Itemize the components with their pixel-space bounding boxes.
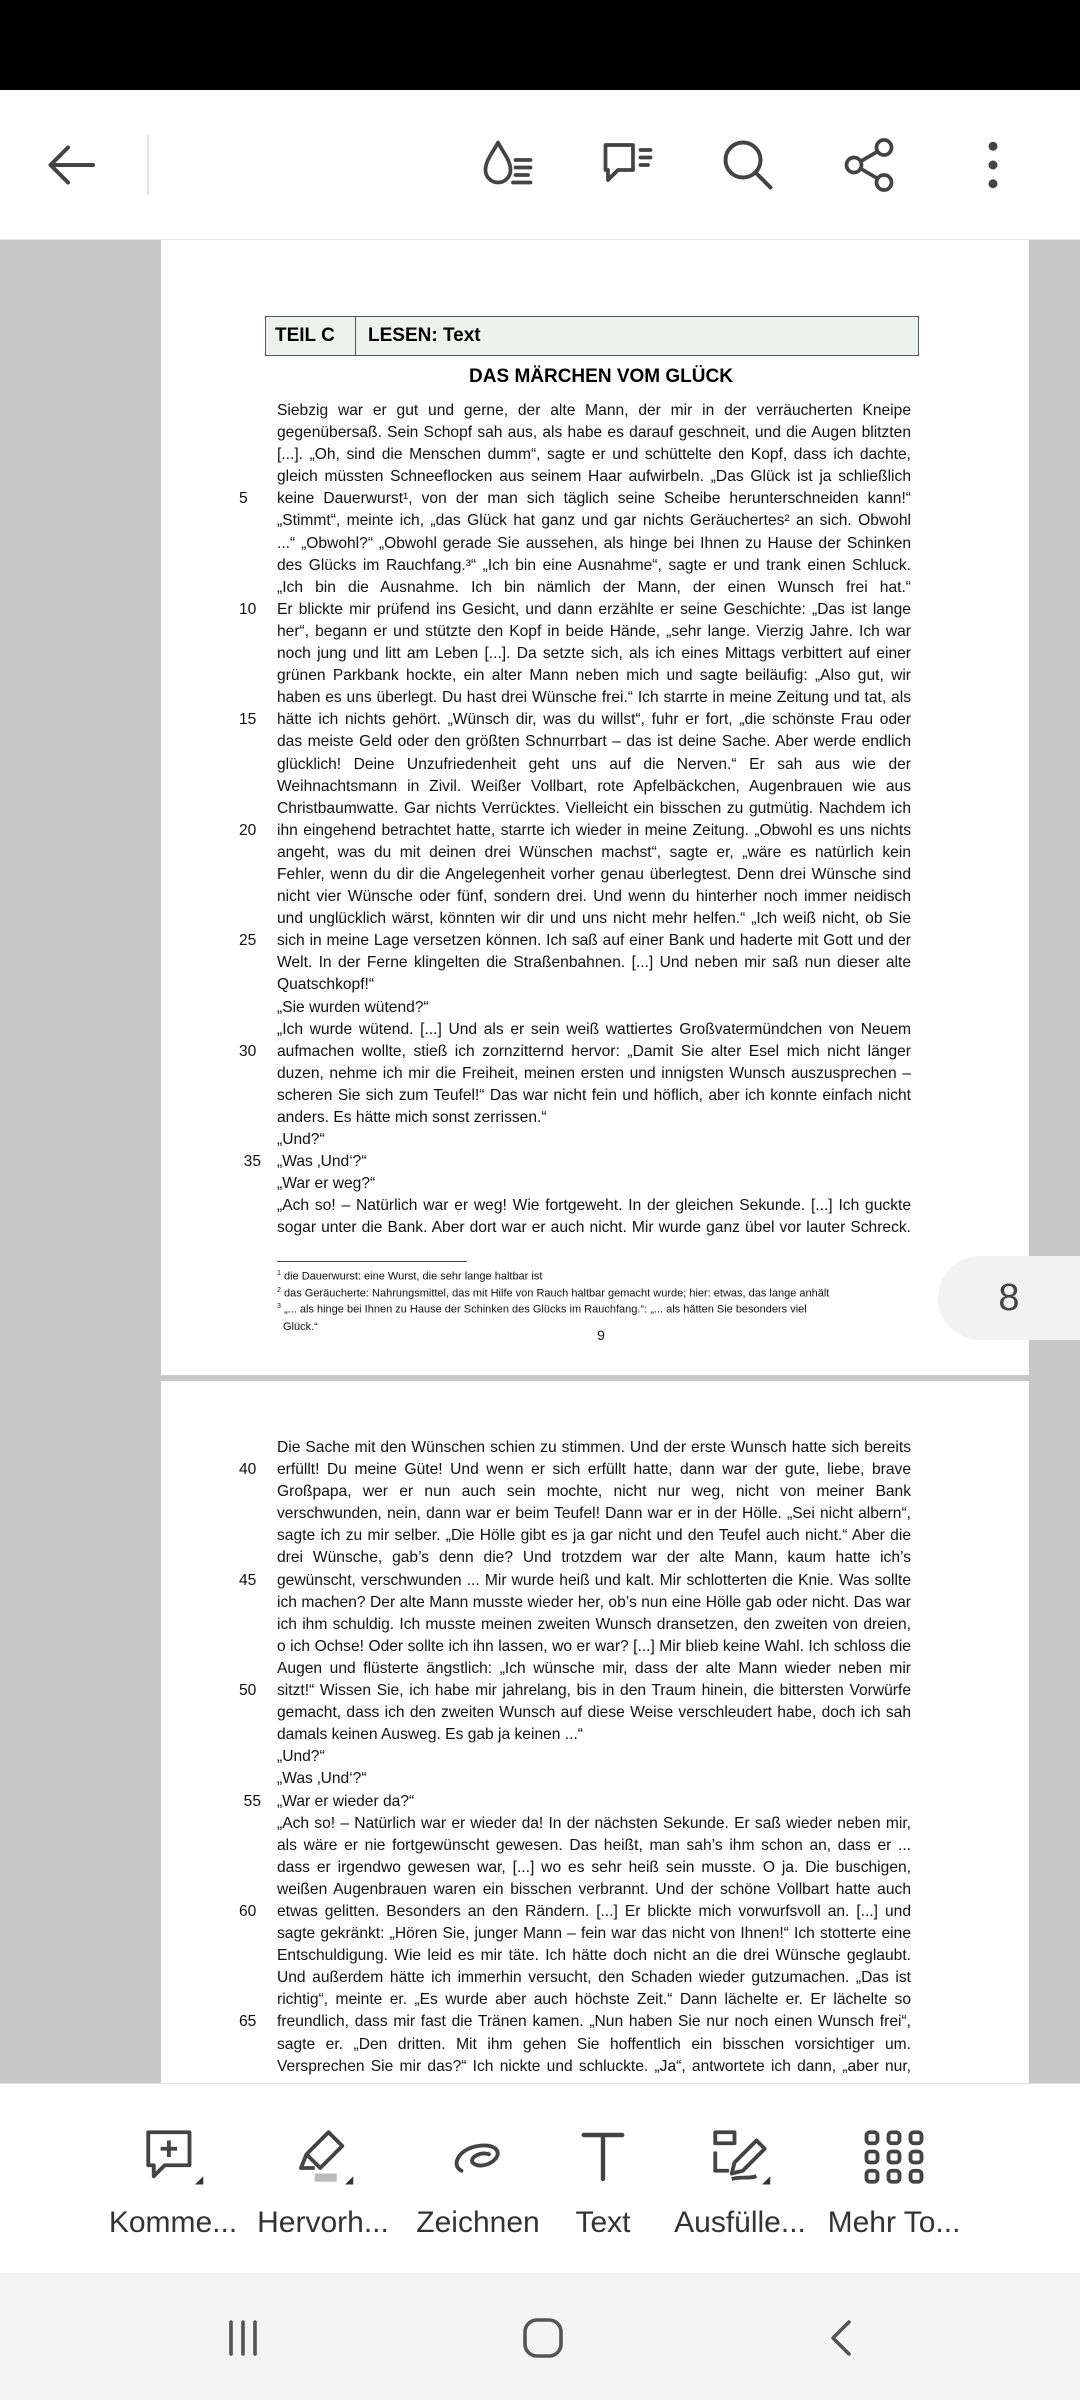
text-line [243, 1791, 911, 1813]
footnote-marker: 1 [277, 1270, 281, 1277]
line-text: sagte gekränkt: „Hören Sie, junger Mann – fein war das nicht von Ihnen!“ Ich stotterte eine [277, 1925, 911, 1943]
line-text: ich ihm schuldig. Ich musste meinen zweiten Wunsch dransetzen, den zweiten von dreien, [277, 1615, 911, 1633]
text-line [277, 1835, 911, 1857]
home-icon[interactable] [493, 2303, 593, 2373]
line-text: „Was ‚Und‘?“ [277, 1770, 367, 1788]
line-text: „Und?“ [277, 1748, 325, 1766]
line-text: Weihnachtsmann in Zivil. Weißer Vollbart, rote Apfelbäckchen, Augenbrauen wie aus [277, 777, 911, 795]
line-text: anders. Es hätte mich sonst zerrissen.“ [277, 1109, 547, 1126]
footnote-marker: 2 [277, 1286, 281, 1294]
line-text: hätte ich nichts gehört. „Wünsch dir, was du willst“, fuhr er fort, „die schönste Frau oder [277, 711, 911, 729]
line-text: aufmachen wollte, stieß ich zornzitternd hervor: „Damit Sie alter Esel mich nicht länger [277, 1042, 911, 1060]
text-line [277, 974, 911, 996]
line-text: „Stimmt“, meinte ich, „das Glück hat ganz und gar nichts Geräuchertes² an sich. Obwohl [277, 512, 911, 530]
line-text: „War er wieder da?“ [277, 1792, 415, 1810]
text-line [239, 599, 911, 621]
draw-icon [445, 2124, 511, 2190]
line-text: erfüllt! Du meine Güte! Und wenn er sich erfüllt hatte, dann war der gute, liebe, brave [277, 1461, 911, 1479]
share-icon[interactable] [824, 120, 914, 210]
line-text: „Und?“ [277, 1131, 325, 1149]
line-number: 40 [239, 1461, 257, 1479]
text-line [277, 2056, 911, 2078]
line-text: und unglücklich wärst, könnten wir dir und uns nicht mehr helfen.“ „Ich weiß nicht, ob Sie [277, 910, 911, 928]
tool-label: Ausfülle... [674, 2206, 806, 2239]
text-line [277, 400, 911, 422]
tool-label: Text [575, 2206, 631, 2239]
line-text: Versprechen Sie mir das?“ Ich nickte und schluckte. „Ja“, antwortete ich dann, „aber nur, [277, 2057, 911, 2075]
line-number: 45 [239, 1571, 257, 1589]
text-line [277, 1768, 911, 1790]
text-line [277, 621, 911, 643]
text-line [277, 1525, 911, 1547]
text-line [239, 1680, 911, 1702]
line-number: 25 [239, 932, 257, 950]
text-line [277, 1879, 911, 1901]
tool-label: Komme... [108, 2206, 238, 2239]
line-text: scheren Sie sich zum Teufel!“ Das war nicht fein und höflich, aber ich konnte einfach nicht [277, 1086, 911, 1104]
footnote [277, 1284, 917, 1301]
text-line [239, 1901, 911, 1923]
text-line [277, 1614, 911, 1636]
page-number: 9 [597, 1327, 605, 1343]
line-text: Augen und flüsterte ängstlich: „Ich wünsche mir, dass der alte Mann wieder neben mir [277, 1659, 911, 1677]
line-text: Welt. In der Ferne klingelten die Straßenbahnen. [...] Und neben mir saß nun dieser alte [277, 954, 911, 972]
text-line [239, 930, 911, 952]
text-line [239, 1570, 911, 1592]
line-text: „War er weg?“ [277, 1175, 376, 1193]
text-line [277, 466, 911, 488]
comments-list-icon[interactable] [583, 120, 673, 210]
line-text: verschwunden, nein, dann war er beim Teufel! Dann war er in der Hölle. „Sei nicht albern“, [277, 1505, 911, 1523]
line-text: glücklich! Deine Unzufriedenheit geht uns auf die Nerven.“ Er sah aus wie der [277, 755, 911, 773]
footnote-text: Glück.“ [283, 1320, 318, 1333]
line-text: Siebzig war er gut und gerne, der alte Mann, der mir in der verräucherten Kneipe [277, 402, 911, 419]
text-line [277, 1967, 911, 1989]
text-line [277, 776, 911, 798]
line-text: „Was ‚Und‘?“ [277, 1153, 367, 1171]
liquid-mode-icon[interactable] [463, 120, 553, 210]
text-line [277, 1195, 911, 1217]
line-text: drei Wünsche, gab’s denn die? Und trotzdem war der alte Mann, kaum hatte ich’s [277, 1549, 911, 1567]
text-line [277, 643, 911, 665]
system-navigation-bar [0, 2273, 1080, 2400]
text-line [277, 1923, 911, 1945]
text-line [277, 1063, 911, 1085]
footnote-marker: 3 [277, 1303, 281, 1311]
text-line [277, 1481, 911, 1503]
line-text: des Glücks im Rauchfang.³“ „Ich bin eine Ausnahme“, sagte er und trank einen Schluck. [277, 556, 911, 574]
pdf-page [161, 1381, 1029, 2083]
text-line [277, 1437, 911, 1459]
line-text: keine Dauerwurst¹, von der man sich täglich seine Scheibe herunterschneiden kann!“ [277, 490, 911, 508]
line-text: ihn eingehend betrachtet hatte, starrte ich wieder in meine Zeitung. „Obwohl es uns nichts [277, 821, 911, 839]
line-text: freundlich, dass mir fast die Tränen kamen. „Nun haben Sie nur noch einen Wunsch frei“, [277, 2013, 911, 2031]
line-text: haben es uns überlegt. Du hast drei Wünsche frei.“ Ich starrte in meine Zeitung und tat, als [277, 689, 911, 707]
line-text: als wäre er nie fortgewünscht gewesen. Das heißt, man sah’s ihm schon an, dass er ... [277, 1836, 911, 1854]
text-line [277, 533, 911, 555]
line-text: Die Sache mit den Wünschen schien zu stimmen. Und der erste Wunsch hatte sich bereits [277, 1439, 911, 1456]
footnote-text: die Dauerwurst: eine Wurst, die sehr lange haltbar ist [283, 1270, 543, 1283]
text-line [277, 1173, 911, 1195]
line-number: 30 [239, 1042, 257, 1060]
text-line [277, 1592, 911, 1614]
text-line [277, 422, 911, 444]
footnote [277, 1300, 917, 1317]
line-text: Er blickte mir prüfend ins Gesicht, und dann erzählte er seine Geschichte: „Das ist lange [277, 600, 911, 618]
text-line [277, 842, 911, 864]
document-viewer[interactable] [0, 240, 1080, 2083]
line-text: Entschuldigung. Wie leid es mir täte. Ich hätte doch nicht an die drei Wünsche geglaubt. [277, 1947, 911, 1965]
footnote-divider [277, 1261, 467, 1262]
text-line [277, 1217, 911, 1239]
text-line [277, 1857, 911, 1879]
text-line [277, 1724, 911, 1746]
bottom-toolbar [0, 2083, 1080, 2273]
status-bar [0, 0, 1080, 90]
line-text: gemacht, dass ich den zweiten Wunsch auf diese Weise verschleudert habe, doch ich sah [277, 1704, 911, 1722]
line-text: sitzt!“ Wissen Sie, ich habe mir jahrelang, bis in den Traum hinein, die bittersten Vorwürfe [277, 1682, 911, 1700]
app-bar-divider [147, 135, 149, 195]
line-number: 35 [243, 1153, 261, 1171]
text-line [277, 908, 911, 930]
back-arrow-icon[interactable] [28, 120, 118, 210]
text-line [277, 1129, 911, 1151]
tool-label: Zeichnen [416, 2206, 540, 2239]
line-number: 5 [239, 490, 248, 508]
line-text: weißen Augenbrauen waren ein bisschen verbrannt. Und der schöne Vollbart hatte auch [277, 1880, 911, 1898]
text-line [277, 798, 911, 820]
line-number: 60 [239, 1902, 257, 1920]
text-line [239, 2011, 911, 2033]
story-text-block [239, 400, 911, 1240]
line-text: noch jung und litt am Leben [...]. Da setzte sich, als ich eines Mittags verbittert auf einer [277, 645, 911, 663]
text-line [243, 1151, 911, 1173]
section-header-box [265, 316, 919, 356]
text-line [277, 1658, 911, 1680]
text-line [239, 1041, 911, 1063]
line-text: Großpapa, wer er nun auch sein mochte, nicht nur weg, nicht von meiner Bank [277, 1483, 911, 1501]
line-text: Quatschkopf!“ [277, 976, 375, 994]
text-line [277, 1547, 911, 1569]
text-line [277, 1989, 911, 2011]
text-line [277, 1019, 911, 1041]
text-line [239, 709, 911, 731]
story-text-block [239, 1437, 911, 2078]
text-line [277, 952, 911, 974]
line-text: [...]. „Oh, sind die Menschen dumm“, sagte er und schüttelte den Kopf, dass ich dachte, [277, 446, 911, 464]
line-text: duzen, nehme ich mir die Freiheit, meinen ersten und innigsten Wunsch auszusprechen – [277, 1064, 911, 1082]
line-text: Und außerdem hätte ich immerhin versucht, den Schaden wieder gutzumachen. „Das ist [277, 1969, 911, 1987]
more-vert-icon[interactable] [948, 120, 1038, 210]
more-tools-button[interactable] [814, 2084, 974, 2274]
pdf-page [161, 240, 1029, 1375]
line-text: her“, begann er und stützte den Kopf in beide Hände, „sehr lange. Vierzig Jahre. Ich war [277, 622, 911, 640]
line-text: Fehler, wenn du dir die Angelegenheit vorher genau überlegtest. Denn drei Wünsche sind [277, 865, 911, 883]
line-text: dass er irgendwo gewesen war, [...] wo es sehr heiß sein musste. O ja. Die buschigen, [277, 1858, 911, 1876]
line-text: o ich Ochse! Oder sollte ich ihn lassen, wo er war? [...] Mir blieb keine Wahl. Ich schloss die [277, 1637, 911, 1655]
line-text: gewünscht, verschwunden ... Mir wurde heiß und kalt. Mir schlotterten die Knie. Was sollte [277, 1571, 911, 1589]
recent-apps-icon[interactable] [193, 2303, 293, 2373]
text-line [277, 2034, 911, 2056]
line-text: „Ach so! – Natürlich war er weg! Wie fortgeweht. In der gleichen Sekunde. [...] Ich guckte [277, 1197, 911, 1215]
text-line [277, 886, 911, 908]
text-line [277, 1107, 911, 1129]
line-number: 65 [239, 2013, 257, 2031]
line-text: sagte er. „Den dritten. Mit ihm gehen Sie hoffentlich ein bisschen vorsichtiger um. [277, 2035, 911, 2053]
line-text: sagte ich zu mir selber. „Die Hölle gibt es ja gar nicht und den Teufel auch nicht.“ Aber die [277, 1527, 911, 1545]
fill-sign-tool-button[interactable] [660, 2084, 820, 2274]
text-line [239, 1459, 911, 1481]
highlighter-icon [290, 2124, 356, 2190]
footnote-text: das Geräucherte: Nahrungsmittel, das mit Hilfe von Rauch haltbar gemacht wurde; hier: etwas, das lange anhält [283, 1287, 830, 1300]
story-title: DAS MÄRCHEN VOM GLÜCK [469, 366, 733, 387]
text-line [277, 510, 911, 532]
line-number: 20 [239, 821, 257, 839]
line-number: 55 [243, 1792, 261, 1810]
text-line [277, 577, 911, 599]
highlight-tool-button[interactable] [243, 2084, 403, 2274]
tool-label: Mehr To... [827, 2206, 961, 2239]
tool-label: Hervorh... [257, 2206, 389, 2239]
text-line [277, 687, 911, 709]
section-title: LESEN: Text [368, 325, 481, 346]
line-text: damals keinen Ausweg. Es gab ja keinen ...“ [277, 1726, 583, 1744]
add-comment-icon [140, 2124, 206, 2190]
text-icon [570, 2124, 636, 2190]
line-text: etwas gelitten. Besonders an den Rändern. [...] Er blickte mich vorwurfsvoll an. [...] und [277, 1902, 911, 1920]
text-line [277, 864, 911, 886]
line-text: das meiste Geld oder den größten Schnurrbart – das ist deine Sache. Aber werde endlich [277, 733, 911, 751]
text-line [277, 997, 911, 1019]
text-line [277, 754, 911, 776]
text-line [277, 1813, 911, 1835]
line-text: Christbaumwatte. Gar nichts Verrücktes. Vielleicht ein bisschen zu gutmütig. Nachdem ich [277, 799, 911, 817]
back-icon[interactable] [793, 2303, 893, 2373]
text-line [277, 731, 911, 753]
line-text: sich in meine Lage versetzen können. Ich saß auf einer Bank und haderte mit Gott und der [277, 932, 911, 950]
line-text: „Sie wurden wütend?“ [277, 998, 429, 1016]
line-text: nicht vier Wünsche oder fünf, sondern drei. Und wenn du hinterher noch immer neidisch [277, 888, 911, 906]
text-line [239, 820, 911, 842]
line-text: „Ich wurde wütend. [...] Und als er sein weiß wattiertes Großvatermündchen von Neuem [277, 1020, 911, 1038]
line-text: grünen Parkbank hockte, ein alter Mann neben mich und sagte beiläufig: „Also gut, wir [277, 667, 911, 685]
text-line [277, 555, 911, 577]
line-number: 10 [239, 600, 257, 618]
text-line [277, 1945, 911, 1967]
footnotes [277, 1267, 917, 1334]
line-text: gleich müssten Schneeflocken aus seinem Haar aufwirbeln. „Das Glück ist ja schließlich [277, 468, 911, 486]
line-text: sogar unter die Bank. Aber dort war er auch nicht. Mir wurde ganz übel vor lauter Schreck. [277, 1219, 911, 1237]
comment-tool-button[interactable] [93, 2084, 253, 2274]
line-number: 50 [239, 1682, 257, 1700]
section-part-label: TEIL C [266, 317, 356, 355]
line-text: „Ach so! – Natürlich war er wieder da! In der nächsten Sekunde. Er saß wieder neben mir, [277, 1814, 911, 1832]
line-text: richtig“, meinte er. „Es wurde aber auch höchste Zeit.“ Dann lächelte er. Er lächelte so [277, 1991, 911, 2009]
line-text: gegenübersaß. Sein Schopf sah aus, als habe es darauf geschneit, und die Augen blitzten [277, 424, 911, 442]
line-text: „Ich bin die Ausnahme. Ich bin nämlich der Mann, der einen Wunsch frei hat.“ [277, 578, 911, 596]
text-line [277, 1636, 911, 1658]
line-text: ich machen? Der alte Mann musste wieder her, ob’s nun eine Hölle gab oder nicht. Das war [277, 1593, 911, 1611]
page-indicator[interactable]: 8 [938, 1256, 1080, 1340]
more-tools-icon [861, 2124, 927, 2190]
text-line [277, 1085, 911, 1107]
text-tool-button[interactable] [523, 2084, 683, 2274]
search-icon[interactable] [703, 120, 793, 210]
line-text: ...“ „Obwohl?“ „Obwohl gerade Sie aussehen, als hinge bei Ihnen zu Hause der Schinken [277, 534, 911, 552]
app-bar [0, 90, 1080, 240]
text-line [277, 1503, 911, 1525]
footnote-text: „... als hinge bei Ihnen zu Hause der Schinken des Glücks im Rauchfang.“: „... als hätten Sie besonders viel [283, 1303, 807, 1316]
text-line [277, 1746, 911, 1768]
footnote [277, 1267, 917, 1284]
text-line [239, 488, 911, 510]
line-text: angeht, was du mit deinen drei Wünschen machst“, sagte er, „wäre es natürlich kein [277, 843, 911, 861]
text-line [277, 444, 911, 466]
fill-sign-icon [707, 2124, 773, 2190]
text-line [277, 1702, 911, 1724]
text-line [277, 665, 911, 687]
line-number: 15 [239, 711, 257, 729]
